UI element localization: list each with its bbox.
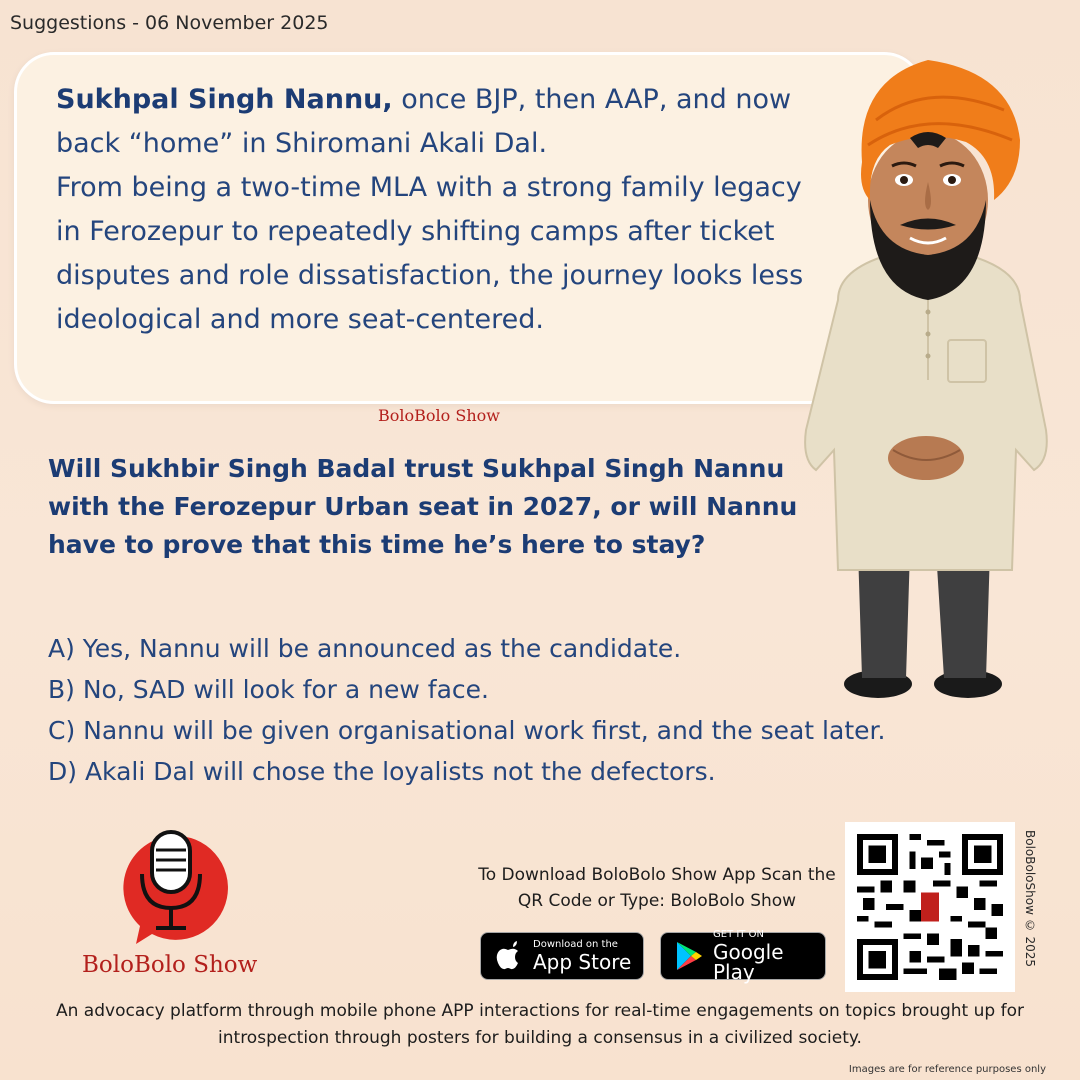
intro-lead-rest: once BJP, then AAP, and now back “home” in Shiromani Akali Dal. bbox=[56, 84, 792, 159]
poll-option-b[interactable]: B) No, SAD will look for a new face. bbox=[48, 675, 489, 704]
platform-tagline: An advocacy platform through mobile phone APP interactions for real-time engagements on topics brought up for introspection through posters for building a consensus in a civilized society. bbox=[56, 1001, 1024, 1048]
apple-icon bbox=[491, 939, 525, 973]
microphone-speech-bubble-icon bbox=[112, 828, 232, 948]
poll-option-a[interactable]: A) Yes, Nannu will be announced as the candidate. bbox=[48, 634, 682, 663]
copyright-text: BoloBoloShow © 2025 bbox=[1023, 830, 1037, 968]
intro-lead-name: Sukhpal Singh Nannu, bbox=[56, 84, 393, 115]
qr-code-pattern bbox=[857, 834, 1003, 980]
poll-question: Will Sukhbir Singh Badal trust Sukhpal Singh Nannu with the Ferozepur Urban seat in 2027, or will Nannu have to prove that this time he’s here to stay? bbox=[48, 454, 798, 559]
disclaimer-text: Images are for reference purposes only bbox=[848, 1064, 1046, 1075]
poll-options bbox=[48, 628, 885, 792]
google-play-badge[interactable] bbox=[660, 929, 826, 984]
google-play-small-label: GET IT ON bbox=[713, 929, 764, 940]
poll-option-d[interactable]: D) Akali Dal will chose the loyalists not the defectors. bbox=[48, 757, 716, 786]
download-instructions: To Download BoloBolo Show App Scan the QR Code or Type: BoloBolo Show bbox=[478, 865, 836, 911]
intro-body: From being a two-time MLA with a strong family legacy in Ferozepur to repeatedly shifting camps after ticket disputes and role dissatisfaction, the journey looks less ideological and more seat-centered. bbox=[56, 172, 804, 335]
intro-text bbox=[56, 78, 816, 342]
app-store-small-label: Download on the bbox=[533, 939, 618, 950]
date-label: Suggestions - 06 November 2025 bbox=[10, 12, 329, 34]
brand-logo-text: BoloBolo Show bbox=[82, 952, 258, 978]
app-store-big-label: App Store bbox=[533, 950, 632, 974]
brand-watermark: BoloBolo Show bbox=[378, 406, 500, 425]
google-play-icon bbox=[671, 939, 705, 973]
google-play-big-label: Google Play bbox=[713, 940, 784, 984]
app-store-badge[interactable] bbox=[480, 932, 644, 980]
qr-code[interactable] bbox=[845, 822, 1015, 992]
poll-option-c[interactable]: C) Nannu will be given organisational work first, and the seat later. bbox=[48, 716, 886, 745]
caricature-figure bbox=[798, 50, 1060, 710]
